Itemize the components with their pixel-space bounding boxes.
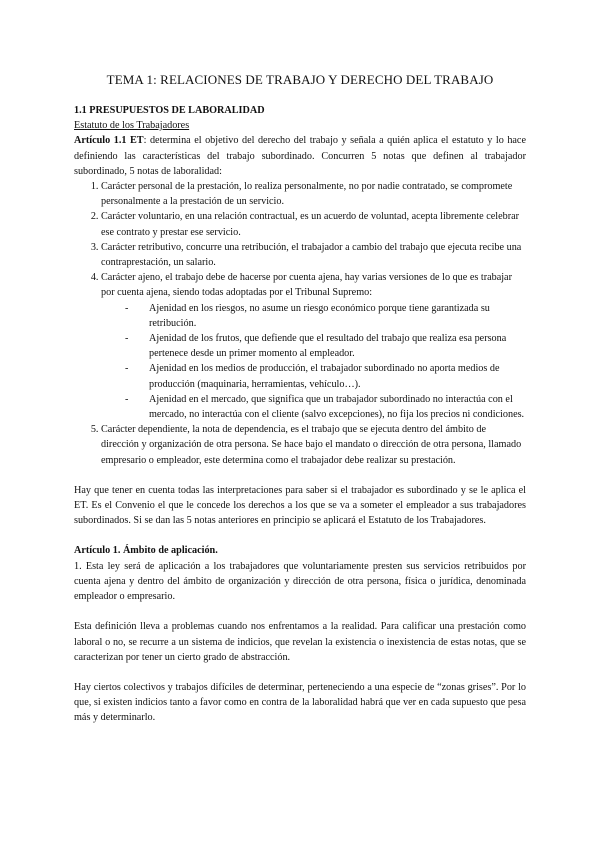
- page-title: TEMA 1: RELACIONES DE TRABAJO Y DERECHO DEL TRABAJO: [106, 72, 494, 87]
- laboralidad-notes-list: [74, 179, 526, 468]
- ajenidad-item: - Ajenidad en los medios de producción, el trabajador subordinado no aporta medios de producción (maquinaria, herramientas, vehículo…).: [125, 361, 526, 391]
- colectivos-paragraph: Hay ciertos colectivos y trabajos difíciles de determinar, perteneciendo a una especie de “zonas grises”. Por lo que, si existen indicios tanto a favor como en contra de la laboralidad habrá que ver en cada supuesto que pesa más y determinarlo.: [74, 681, 526, 724]
- note-text: Carácter ajeno, el trabajo debe de hacerse por cuenta ajena, hay varias versiones de lo que es trabajar por cuenta ajena, siendo todas adoptadas por el Tribunal Supremo:: [101, 272, 512, 299]
- article-reference: Artículo 1.1 ET: [74, 135, 144, 147]
- note-text: Carácter retributivo, concurre una retribución, el trabajador a cambio del trabajo que ejecuta recibe una contraprestación, un salario.: [101, 241, 522, 269]
- article1-text: 1. Esta ley será de aplicación a los trabajadores que voluntariamente presten sus servicios retribuidos por cuenta ajena y dentro del ámbito de organización y dirección de otra persona, física o jurídica, denominada empleador o empresario.: [74, 560, 526, 603]
- note-item: [101, 179, 526, 209]
- note-item: [101, 209, 526, 239]
- ajenidad-list: [101, 301, 526, 423]
- section-subheading: Estatuto de los Trabajadores: [74, 120, 190, 132]
- note-item: [101, 240, 526, 270]
- note-text: Carácter voluntario, en una relación contractual, es un acuerdo de voluntad, acepta libremente celebrar ese contrato y prestar ese servicio.: [101, 211, 520, 238]
- ajenidad-item: - Ajenidad en el mercado, que significa que un trabajador subordinado no interactúa con el mercado, no interactúa con el cliente (salvo excepciones), no fija los precios ni condiciones.: [125, 392, 526, 422]
- note-item: [101, 270, 526, 422]
- note-item: [101, 422, 526, 468]
- note-text: Carácter personal de la prestación, lo realiza personalmente, no por nadie contratado, se compromete personalmente a la prestación de un servicio.: [101, 181, 513, 208]
- note-text: Carácter dependiente, la nota de dependencia, es el trabajo que se ejecuta dentro del ámbito de dirección y organización de otra persona. Se hace bajo el mandato o dirección de otra persona, llamado empresario o empleador, este determina como el trabajador debe realizar su prestación.: [101, 424, 522, 466]
- section-heading: 1.1 PRESUPUESTOS DE LABORALIDAD: [74, 105, 265, 116]
- article-text: : determina el objetivo del derecho del trabajo y señala a quién aplica el estatuto y lo hace definiendo las características del trabajo subordinado. Concurren 5 notas que definen al trabajador subordinado, 5 notas de laboralidad:: [74, 135, 526, 177]
- interpretaciones-paragraph: Hay que tener en cuenta todas las interpretaciones para saber si el trabajador es subordinado y se le aplica el ET. Es el Convenio el que le concede los derechos a los que se va a someter el empleador a sus trabajadores subordinados. Si se dan las 5 notas anteriores en principio se aplicará el Estatuto de los Trabajadores.: [74, 484, 526, 527]
- document-page: [74, 72, 526, 726]
- ajenidad-item: - Ajenidad de los frutos, que defiende que el resultado del trabajo que realiza esa persona pertenece desde un primer momento al empleador.: [125, 331, 526, 361]
- article1-heading: Artículo 1. Ámbito de aplicación.: [74, 545, 218, 557]
- ajenidad-item: - Ajenidad en los riesgos, no asume un riesgo económico porque tiene garantizada su retribución.: [125, 301, 526, 331]
- problemas-paragraph: Esta definición lleva a problemas cuando nos enfrentamos a la realidad. Para calificar una prestación como laboral o no, se recurre a un sistema de indicios, que revelan la existencia o inexistencia de estas notas, que se caracterizan por tener un cierto grado de abstracción.: [74, 621, 526, 663]
- article-paragraph: [74, 133, 526, 179]
